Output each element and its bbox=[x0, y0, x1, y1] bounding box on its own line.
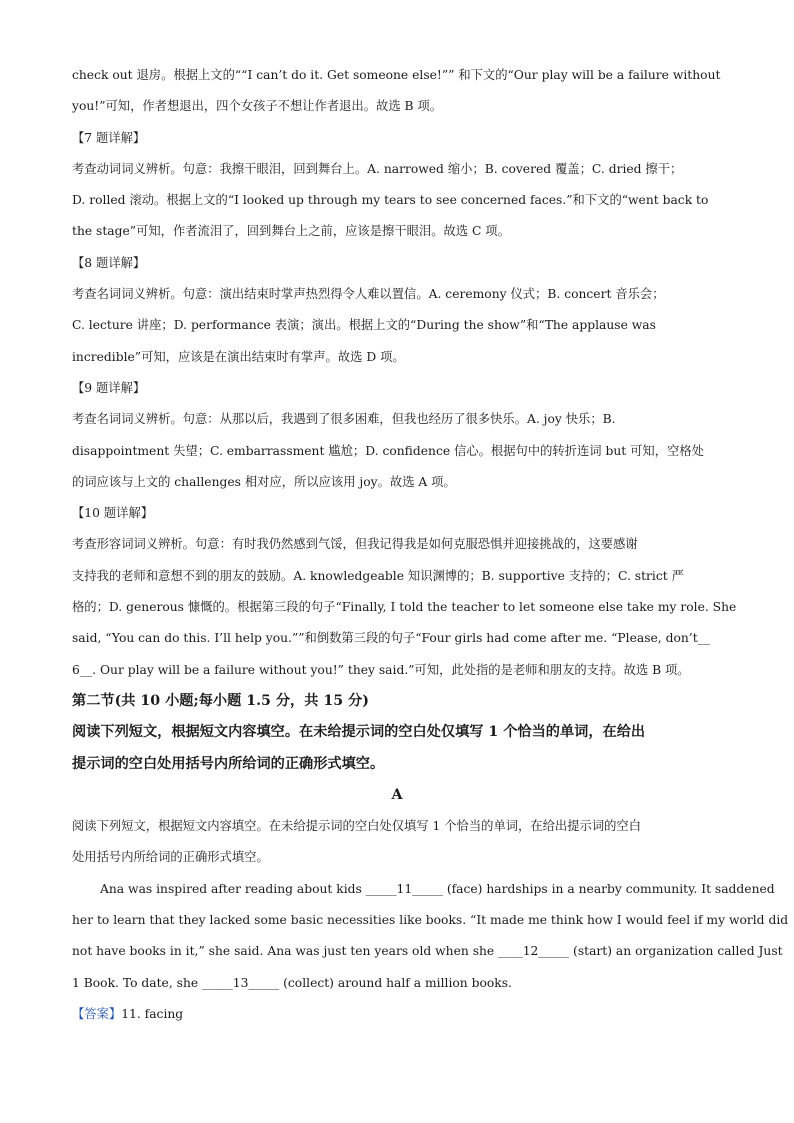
text-line: 6__. Our play will be a failure without you!” they said.”可知，此处指的是老师和朋友的支持。故选 B 项。 bbox=[72, 662, 690, 677]
passage-letter: A bbox=[391, 786, 403, 803]
passage-text: Ana was inspired after reading about kids bbox=[100, 881, 366, 896]
blank-11: _____11_____ bbox=[365, 881, 443, 896]
text-line: the stage”可知，作者流泪了，回到舞台上之前，应该是擦干眼泪。故选 C 项。 bbox=[72, 224, 510, 239]
text-line: incredible”可知，应该是在演出结束时有掌声。故选 D 项。 bbox=[72, 349, 405, 364]
passage-instruction: 处用括号内所给词的正确形式填空。 bbox=[72, 850, 269, 865]
answer-label: 【答案】 bbox=[72, 1006, 122, 1021]
passage-text: 1 Book. To date, she bbox=[72, 975, 203, 990]
section-title: 第二节(共 10 小题;每小题 1.5 分，共 15 分) bbox=[72, 692, 369, 709]
passage-line bbox=[72, 936, 783, 967]
passage-line bbox=[72, 874, 775, 905]
text-line: 的词应该与上文的 challenges 相对应，所以应该用 joy。故选 A 项。 bbox=[72, 474, 456, 489]
text-line: check out 退房。根据上文的““I can’t do it. Get someone else!”” 和下文的“Our play will be a failure without bbox=[72, 68, 721, 82]
text-line: said, “You can do this. I’ll help you.””和倒数第三段的句子“Four girls had come after me. “Please, don’t__ bbox=[72, 631, 710, 646]
passage-line: her to learn that they lacked some basic necessities like books. “It made me think how I would feel if my world did bbox=[72, 913, 789, 928]
passage-line bbox=[72, 968, 722, 999]
text-line: D. rolled 滚动。根据上文的“I looked up through my tears to see concerned faces.”和下文的“went back to bbox=[72, 193, 709, 208]
section-instruction: 阅读下列短文，根据短文内容填空。在未给提示词的空白处仅填写 1 个恰当的单词，在给出 bbox=[72, 724, 646, 741]
answer-line bbox=[72, 999, 722, 1030]
text-line: 考查名词词义辨析。句意：演出结束时掌声热烈得令人难以置信。A. ceremony 仪式；B. concert 音乐会； bbox=[72, 287, 665, 302]
passage-instruction: 阅读下列短文，根据短文内容填空。在未给提示词的空白处仅填写 1 个恰当的单词，在给出提示词的空白 bbox=[72, 819, 642, 834]
passage-text: (collect) around half a million books. bbox=[279, 975, 512, 990]
text-line: you!”可知，作者想退出，四个女孩子不想让作者退出。故选 B 项。 bbox=[72, 99, 443, 114]
blank-13: _____13_____ bbox=[202, 975, 280, 990]
question-heading: 【9 题详解】 bbox=[72, 380, 146, 395]
passage-text: (face) hardships in a nearby community. It saddened bbox=[442, 881, 775, 896]
text-line: 考查名词词义辨析。句意：从那以后，我遇到了很多困难，但我也经历了很多快乐。A. joy 快乐；B. bbox=[72, 412, 616, 427]
question-heading: 【10 题详解】 bbox=[72, 506, 154, 521]
question-heading: 【8 题详解】 bbox=[72, 255, 146, 270]
blank-12: ____12_____ bbox=[498, 944, 570, 959]
text-line: 支持我的老师和意想不到的朋友的鼓励。A. knowledgeable 知识渊博的；B. supportive 支持的；C. strict 严 bbox=[72, 568, 684, 583]
text-line: C. lecture 讲座；D. performance 表演；演出。根据上文的“During the show”和“The applause was bbox=[72, 318, 656, 333]
text-line: disappointment 失望；C. embarrassment 尴尬；D. confidence 信心。根据句中的转折连词 but 可知，空格处 bbox=[72, 443, 704, 458]
passage-text: (start) an organization called Just bbox=[569, 944, 783, 959]
text-line: 考查形容词词义辨析。句意：有时我仍然感到气馁，但我记得我是如何克服恐惧并迎接挑战的，这要感谢 bbox=[72, 537, 638, 552]
passage-text: not have books in it,” she said. Ana was just ten years old when she bbox=[72, 944, 499, 959]
section-instruction: 提示词的空白处用括号内所给词的正确形式填空。 bbox=[72, 755, 385, 772]
question-heading: 【7 题详解】 bbox=[72, 130, 146, 145]
document-page bbox=[72, 60, 789, 1030]
answer-text: 11. facing bbox=[121, 1006, 184, 1021]
text-line: 格的；D. generous 慷慨的。根据第三段的句子“Finally, I told the teacher to let someone else take my role. She bbox=[72, 600, 737, 615]
text-line: 考查动词词义辨析。句意：我擦干眼泪，回到舞台上。A. narrowed 缩小；B. covered 覆盖；C. dried 擦干； bbox=[72, 161, 683, 176]
